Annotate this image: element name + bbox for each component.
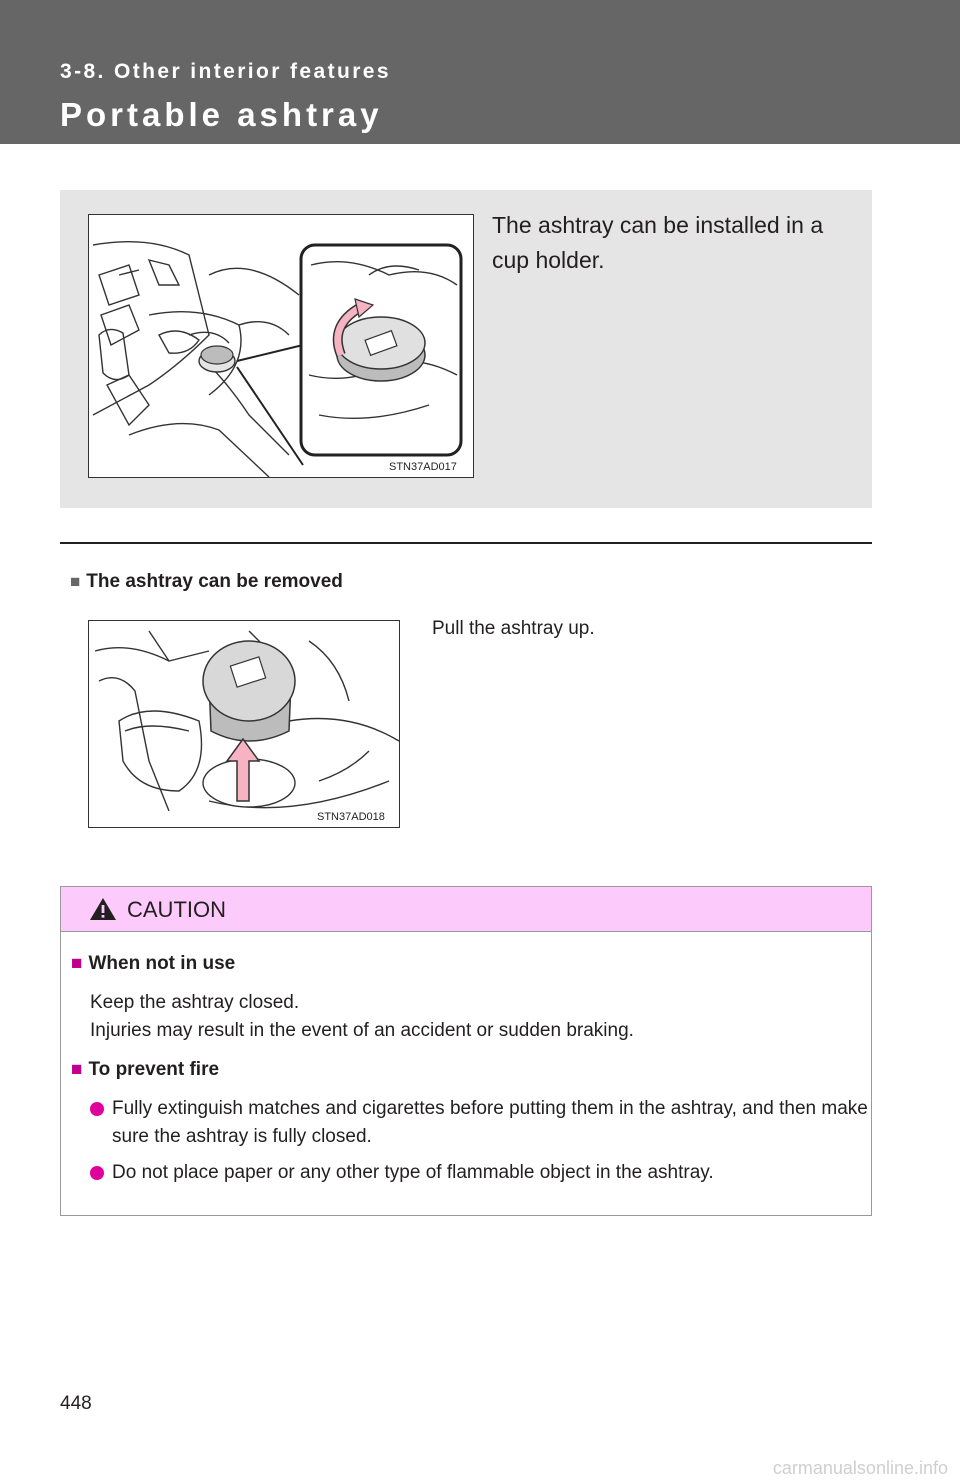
console-drawing <box>89 215 473 477</box>
ashtray-removal-drawing <box>89 621 399 827</box>
caution-text-line: Injuries may result in the event of an accident or sudden braking. <box>90 1020 634 1041</box>
removal-heading: ■ The ashtray can be removed <box>70 571 343 592</box>
caution-bullet: Fully extinguish matches and cigarettes before putting them in the ashtray, and then make sure the ashtray is fully closed. <box>90 1095 870 1151</box>
square-bullet-icon: ■ <box>70 572 81 591</box>
caution-heading-fire: ■ To prevent fire <box>71 1059 220 1080</box>
watermark: carmanualsonline.info <box>772 1458 948 1478</box>
page-number: 448 <box>60 1393 92 1414</box>
section-divider <box>60 542 872 544</box>
caution-header <box>61 887 871 932</box>
warning-triangle-icon <box>89 897 117 926</box>
removal-illustration <box>88 620 400 828</box>
caution-box <box>60 886 872 1216</box>
section-label: 3-8. Other interior features <box>60 60 391 83</box>
caution-title: CAUTION <box>127 897 226 922</box>
page-header <box>0 0 960 144</box>
panel-caption: The ashtray can be installed in a cup holder. <box>492 212 824 273</box>
removal-instruction: Pull the ashtray up. <box>432 618 595 639</box>
square-bullet-icon: ■ <box>71 953 83 974</box>
page-title: Portable ashtray <box>60 96 383 133</box>
square-bullet-icon: ■ <box>71 1059 83 1080</box>
caution-bullet: Do not place paper or any other type of flammable object in the ashtray. <box>90 1159 870 1187</box>
caution-heading-not-in-use: ■ When not in use <box>71 953 236 974</box>
figure-code: STN37AD018 <box>317 811 385 823</box>
caution-text-line: Keep the ashtray closed. <box>90 992 300 1013</box>
bullet-dot-icon <box>90 1166 104 1180</box>
figure-code: STN37AD017 <box>389 461 457 473</box>
bullet-dot-icon <box>90 1102 104 1116</box>
cup-holder-illustration <box>88 214 474 478</box>
